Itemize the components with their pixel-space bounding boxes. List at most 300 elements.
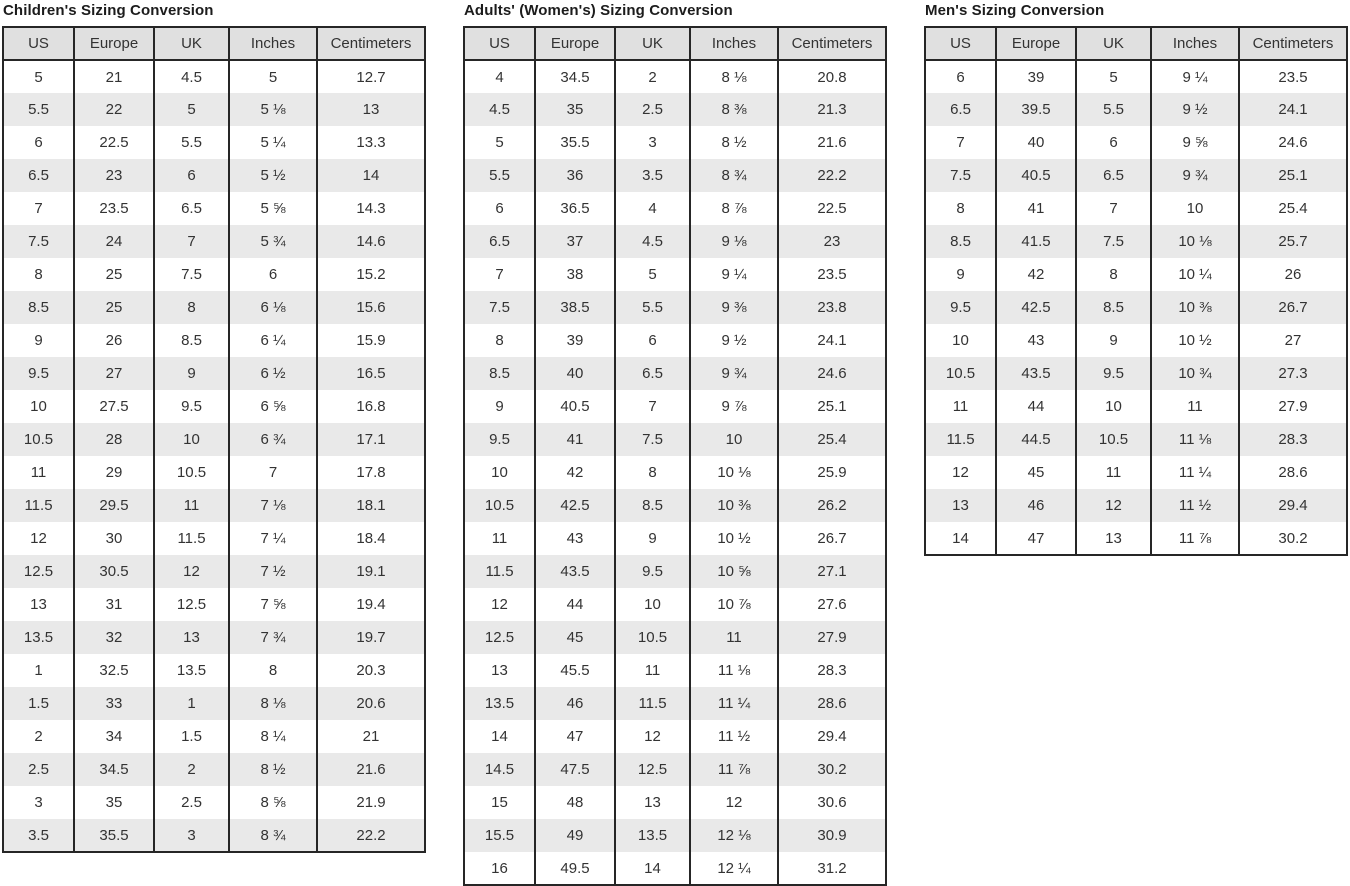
table-cell: 24.1 xyxy=(1239,93,1347,126)
table-cell: 11 ½ xyxy=(1151,489,1239,522)
table-cell: 7 xyxy=(615,390,690,423)
children-table-title: Children's Sizing Conversion xyxy=(3,2,214,19)
table-row xyxy=(925,93,1347,126)
table-cell: 11.5 xyxy=(154,522,229,555)
table-cell: 45.5 xyxy=(535,654,615,687)
table-cell: 5 xyxy=(615,258,690,291)
table-cell: 6 ¾ xyxy=(229,423,317,456)
table-cell: 16.8 xyxy=(317,390,425,423)
table-cell: 16.5 xyxy=(317,357,425,390)
table-cell: 42 xyxy=(535,456,615,489)
table-cell: 34 xyxy=(74,720,154,753)
table-cell: 47.5 xyxy=(535,753,615,786)
table-cell: 6 xyxy=(956,68,965,86)
table-row xyxy=(3,786,425,819)
table-cell: 7 ¼ xyxy=(229,522,317,555)
table-cell: 44 xyxy=(535,588,615,621)
table-cell: 6 xyxy=(229,258,317,291)
table-cell: 17.1 xyxy=(317,423,425,456)
table-cell: 2.5 xyxy=(615,93,690,126)
column-header: Europe xyxy=(74,27,154,60)
table-cell: 10 xyxy=(952,332,969,349)
table-row xyxy=(925,489,1347,522)
table-cell: 10.5 xyxy=(154,456,229,489)
table-row xyxy=(464,126,886,159)
table-cell: 10 ½ xyxy=(1151,324,1239,357)
table-cell: 8 ½ xyxy=(690,126,778,159)
table-cell: 43.5 xyxy=(535,555,615,588)
table-cell: 6 xyxy=(615,324,690,357)
table-cell: 44 xyxy=(996,390,1076,423)
womens-sizing-section xyxy=(463,2,887,886)
table-cell: 10 xyxy=(615,588,690,621)
table-row xyxy=(3,390,425,423)
table-cell: 13 xyxy=(491,662,508,679)
table-cell: 23.5 xyxy=(778,258,886,291)
table-cell: 5 ¼ xyxy=(229,126,317,159)
table-row xyxy=(3,258,425,291)
table-cell: 10 xyxy=(491,464,508,481)
table-row xyxy=(925,324,1347,357)
table-cell: 9 xyxy=(154,357,229,390)
table-cell: 40 xyxy=(996,126,1076,159)
table-cell: 13.5 xyxy=(464,687,535,720)
table-cell: 13.5 xyxy=(615,819,690,852)
column-header: Centimeters xyxy=(317,27,425,60)
table-row xyxy=(925,192,1347,225)
table-cell: 8.5 xyxy=(1076,291,1151,324)
table-cell: 7 xyxy=(495,266,504,283)
table-cell: 7.5 xyxy=(3,225,74,258)
column-header: Inches xyxy=(229,27,317,60)
table-cell: 37 xyxy=(535,225,615,258)
table-cell: 11 ⅛ xyxy=(690,654,778,687)
table-cell: 27.1 xyxy=(778,555,886,588)
table-cell: 8 ⅞ xyxy=(690,192,778,225)
table-cell: 7 ¾ xyxy=(229,621,317,654)
column-header: US xyxy=(464,27,535,60)
table-cell: 11 xyxy=(154,489,229,522)
table-cell: 14 xyxy=(317,159,425,192)
table-cell: 8.5 xyxy=(615,489,690,522)
table-cell: 7 xyxy=(154,225,229,258)
table-cell: 25.4 xyxy=(1239,192,1347,225)
table-cell: 8 xyxy=(495,332,504,349)
table-cell: 14.3 xyxy=(317,192,425,225)
table-cell: 2 xyxy=(615,60,690,93)
table-cell: 46 xyxy=(996,489,1076,522)
table-cell: 10 ¾ xyxy=(1151,357,1239,390)
table-row xyxy=(3,687,425,720)
table-cell: 12 xyxy=(952,464,969,481)
table-row xyxy=(464,291,886,324)
table-cell: 1 xyxy=(34,662,43,679)
table-cell: 5 xyxy=(229,60,317,93)
table-cell: 15.6 xyxy=(317,291,425,324)
column-header: Centimeters xyxy=(1239,27,1347,60)
table-cell: 6 xyxy=(154,159,229,192)
table-row xyxy=(464,60,886,93)
header-row xyxy=(925,27,1347,60)
table-cell: 9 xyxy=(615,522,690,555)
table-cell: 32.5 xyxy=(74,654,154,687)
table-cell: 8 ⅝ xyxy=(229,786,317,819)
table-cell: 14 xyxy=(952,529,969,547)
table-row xyxy=(925,291,1347,324)
table-cell: 5 ⅛ xyxy=(229,93,317,126)
table-cell: 27 xyxy=(74,357,154,390)
table-row xyxy=(3,291,425,324)
table-cell: 14.6 xyxy=(317,225,425,258)
table-row xyxy=(464,390,886,423)
table-cell: 29.5 xyxy=(74,489,154,522)
table-cell: 22.5 xyxy=(778,192,886,225)
table-cell: 31.2 xyxy=(778,852,886,885)
table-cell: 6.5 xyxy=(925,93,996,126)
table-cell: 4.5 xyxy=(615,225,690,258)
table-cell: 28 xyxy=(74,423,154,456)
table-cell: 6 ⅛ xyxy=(229,291,317,324)
column-header: Inches xyxy=(1151,27,1239,60)
table-row xyxy=(925,390,1347,423)
table-cell: 46 xyxy=(535,687,615,720)
table-cell: 35 xyxy=(535,93,615,126)
table-cell: 12 xyxy=(491,596,508,613)
table-cell: 15.2 xyxy=(317,258,425,291)
table-cell: 6 ½ xyxy=(229,357,317,390)
table-cell: 14.5 xyxy=(464,753,535,786)
table-cell: 9.5 xyxy=(464,423,535,456)
table-cell: 23.5 xyxy=(74,192,154,225)
table-cell: 32 xyxy=(74,621,154,654)
column-header: UK xyxy=(154,27,229,60)
table-row xyxy=(3,192,425,225)
table-cell: 42.5 xyxy=(996,291,1076,324)
table-row xyxy=(3,753,425,786)
table-cell: 13.5 xyxy=(154,654,229,687)
table-cell: 10.5 xyxy=(3,423,74,456)
table-cell: 41 xyxy=(535,423,615,456)
table-cell: 10 ⅛ xyxy=(1151,225,1239,258)
table-cell: 9 xyxy=(956,266,965,283)
table-cell: 9 ⅛ xyxy=(690,225,778,258)
table-cell: 11 xyxy=(952,398,969,415)
table-cell: 23.5 xyxy=(1239,60,1347,93)
table-cell: 6 xyxy=(34,134,43,151)
table-cell: 25.4 xyxy=(778,423,886,456)
table-cell: 30.2 xyxy=(1239,522,1347,555)
table-cell: 43 xyxy=(996,324,1076,357)
table-cell: 5 xyxy=(154,93,229,126)
table-cell: 19.1 xyxy=(317,555,425,588)
table-row xyxy=(464,225,886,258)
table-cell: 41 xyxy=(996,192,1076,225)
table-cell: 11.5 xyxy=(464,555,535,588)
column-header: Europe xyxy=(996,27,1076,60)
table-row xyxy=(464,159,886,192)
table-cell: 2 xyxy=(34,728,43,745)
table-row xyxy=(925,522,1347,555)
table-cell: 5 ¾ xyxy=(229,225,317,258)
table-cell: 7 xyxy=(229,456,317,489)
womens-sizing-table xyxy=(463,26,887,886)
table-cell: 10 ⅞ xyxy=(690,588,778,621)
table-cell: 5 xyxy=(495,134,504,151)
table-cell: 13.3 xyxy=(317,126,425,159)
table-cell: 24.6 xyxy=(778,357,886,390)
table-cell: 9 ¼ xyxy=(690,258,778,291)
table-cell: 20.3 xyxy=(317,654,425,687)
table-cell: 15.5 xyxy=(464,819,535,852)
table-row xyxy=(464,522,886,555)
table-cell: 40 xyxy=(535,357,615,390)
table-cell: 10 xyxy=(1151,192,1239,225)
table-cell: 21.3 xyxy=(778,93,886,126)
table-cell: 10.5 xyxy=(615,621,690,654)
table-row xyxy=(464,753,886,786)
table-cell: 10 xyxy=(690,423,778,456)
table-cell: 6.5 xyxy=(154,192,229,225)
table-cell: 12 xyxy=(615,720,690,753)
table-cell: 10 xyxy=(1076,390,1151,423)
table-cell: 8 xyxy=(1076,258,1151,291)
table-cell: 25 xyxy=(74,291,154,324)
table-row xyxy=(464,786,886,819)
table-cell: 22.2 xyxy=(317,819,425,852)
table-cell: 14 xyxy=(491,728,508,745)
table-cell: 8.5 xyxy=(925,225,996,258)
table-row xyxy=(925,159,1347,192)
table-cell: 15.9 xyxy=(317,324,425,357)
table-cell: 11 xyxy=(491,530,508,547)
table-cell: 11 ⅞ xyxy=(1151,522,1239,555)
table-cell: 1 xyxy=(154,687,229,720)
table-cell: 27.6 xyxy=(778,588,886,621)
table-cell: 12 xyxy=(690,786,778,819)
table-cell: 11 xyxy=(690,621,778,654)
table-row xyxy=(925,423,1347,456)
table-cell: 8 xyxy=(34,266,43,283)
table-cell: 26 xyxy=(1239,258,1347,291)
table-cell: 27 xyxy=(1239,324,1347,357)
table-cell: 8 ¾ xyxy=(229,819,317,852)
table-cell: 38.5 xyxy=(535,291,615,324)
table-cell: 12 xyxy=(1076,489,1151,522)
table-cell: 7 ⅛ xyxy=(229,489,317,522)
table-cell: 1.5 xyxy=(154,720,229,753)
table-cell: 27.9 xyxy=(778,621,886,654)
table-cell: 3 xyxy=(154,819,229,852)
table-cell: 28.6 xyxy=(1239,456,1347,489)
table-cell: 11 xyxy=(615,654,690,687)
table-cell: 9.5 xyxy=(615,555,690,588)
table-cell: 11 ¼ xyxy=(1151,456,1239,489)
table-row xyxy=(464,720,886,753)
table-cell: 13 xyxy=(317,93,425,126)
table-row xyxy=(3,93,425,126)
table-cell: 2.5 xyxy=(154,786,229,819)
table-cell: 35 xyxy=(74,786,154,819)
table-cell: 9 xyxy=(495,398,504,415)
table-cell: 5 xyxy=(1076,60,1151,93)
table-cell: 21.6 xyxy=(317,753,425,786)
table-cell: 36 xyxy=(535,159,615,192)
table-cell: 22 xyxy=(74,93,154,126)
table-cell: 9 ½ xyxy=(1151,93,1239,126)
table-cell: 25.9 xyxy=(778,456,886,489)
table-row xyxy=(3,654,425,687)
table-cell: 3.5 xyxy=(615,159,690,192)
table-cell: 12 xyxy=(154,555,229,588)
table-cell: 34.5 xyxy=(74,753,154,786)
table-cell: 12 xyxy=(30,530,47,547)
table-row xyxy=(3,225,425,258)
table-cell: 8.5 xyxy=(464,357,535,390)
table-cell: 38 xyxy=(535,258,615,291)
table-cell: 2 xyxy=(154,753,229,786)
table-cell: 7 xyxy=(956,134,965,151)
table-cell: 10.5 xyxy=(925,357,996,390)
table-cell: 20.6 xyxy=(317,687,425,720)
table-cell: 20.8 xyxy=(778,60,886,93)
table-cell: 13 xyxy=(154,621,229,654)
table-cell: 27.5 xyxy=(74,390,154,423)
table-cell: 9 ⅝ xyxy=(1151,126,1239,159)
children-sizing-table xyxy=(2,26,426,853)
table-cell: 5 xyxy=(34,68,43,86)
table-cell: 23 xyxy=(74,159,154,192)
table-cell: 9.5 xyxy=(1076,357,1151,390)
column-header: Europe xyxy=(535,27,615,60)
table-cell: 5 ⅝ xyxy=(229,192,317,225)
table-row xyxy=(464,621,886,654)
header-row xyxy=(3,27,425,60)
table-cell: 11.5 xyxy=(925,423,996,456)
table-cell: 9.5 xyxy=(925,291,996,324)
table-cell: 8.5 xyxy=(154,324,229,357)
table-row xyxy=(464,258,886,291)
table-cell: 9 ½ xyxy=(690,324,778,357)
table-row xyxy=(464,819,886,852)
table-cell: 13 xyxy=(925,489,996,522)
table-cell: 24.1 xyxy=(778,324,886,357)
table-cell: 4 xyxy=(495,68,504,86)
table-row xyxy=(464,852,886,885)
table-cell: 21.6 xyxy=(778,126,886,159)
table-cell: 7.5 xyxy=(154,258,229,291)
table-row xyxy=(925,126,1347,159)
table-cell: 22.5 xyxy=(74,126,154,159)
table-cell: 41.5 xyxy=(996,225,1076,258)
womens-table-title: Adults' (Women's) Sizing Conversion xyxy=(464,2,733,19)
table-cell: 9 ⅞ xyxy=(690,390,778,423)
table-cell: 10 ¼ xyxy=(1151,258,1239,291)
table-cell: 11 ⅛ xyxy=(1151,423,1239,456)
table-cell: 11 ⅞ xyxy=(690,753,778,786)
table-cell: 30.5 xyxy=(74,555,154,588)
table-cell: 9 ¼ xyxy=(1151,60,1239,93)
table-cell: 6 xyxy=(495,200,504,217)
table-cell: 21 xyxy=(317,720,425,753)
table-cell: 4.5 xyxy=(154,60,229,93)
table-cell: 13 xyxy=(615,786,690,819)
table-cell: 2.5 xyxy=(3,753,74,786)
table-cell: 44.5 xyxy=(996,423,1076,456)
table-cell: 49.5 xyxy=(535,852,615,885)
table-cell: 8 ½ xyxy=(229,753,317,786)
table-cell: 24.6 xyxy=(1239,126,1347,159)
table-cell: 9.5 xyxy=(154,390,229,423)
table-cell: 8 ¼ xyxy=(229,720,317,753)
table-cell: 8.5 xyxy=(3,291,74,324)
table-cell: 8 ⅛ xyxy=(690,60,778,93)
table-row xyxy=(464,687,886,720)
table-cell: 49 xyxy=(535,819,615,852)
children-sizing-section xyxy=(2,2,426,853)
table-cell: 8 ⅜ xyxy=(690,93,778,126)
table-cell: 9 xyxy=(34,332,43,349)
table-cell: 8 ⅛ xyxy=(229,687,317,720)
table-cell: 40.5 xyxy=(996,159,1076,192)
mens-sizing-section xyxy=(924,2,1348,556)
table-cell: 30.9 xyxy=(778,819,886,852)
table-cell: 9.5 xyxy=(3,357,74,390)
table-cell: 5.5 xyxy=(615,291,690,324)
table-cell: 26.2 xyxy=(778,489,886,522)
table-cell: 34.5 xyxy=(535,60,615,93)
table-cell: 39 xyxy=(996,60,1076,93)
table-cell: 27.3 xyxy=(1239,357,1347,390)
table-row xyxy=(464,93,886,126)
table-cell: 11 xyxy=(1151,390,1239,423)
column-header: US xyxy=(3,27,74,60)
table-cell: 25.1 xyxy=(1239,159,1347,192)
table-cell: 6.5 xyxy=(615,357,690,390)
header-row xyxy=(464,27,886,60)
table-row xyxy=(925,60,1347,93)
table-cell: 6 ⅝ xyxy=(229,390,317,423)
table-cell: 11.5 xyxy=(3,489,74,522)
table-row xyxy=(464,456,886,489)
table-row xyxy=(3,324,425,357)
table-cell: 30.6 xyxy=(778,786,886,819)
table-cell: 7 xyxy=(34,200,43,217)
table-cell: 23 xyxy=(778,225,886,258)
table-cell: 19.4 xyxy=(317,588,425,621)
table-cell: 12.5 xyxy=(3,555,74,588)
table-cell: 7.5 xyxy=(615,423,690,456)
table-cell: 8 ¾ xyxy=(690,159,778,192)
table-row xyxy=(464,324,886,357)
table-cell: 33 xyxy=(74,687,154,720)
table-cell: 19.7 xyxy=(317,621,425,654)
table-cell: 10 xyxy=(30,398,47,415)
table-cell: 25.1 xyxy=(778,390,886,423)
table-cell: 21 xyxy=(74,60,154,93)
table-cell: 28.6 xyxy=(778,687,886,720)
column-header: Inches xyxy=(690,27,778,60)
table-cell: 10 ⅛ xyxy=(690,456,778,489)
table-row xyxy=(3,819,425,852)
table-row xyxy=(3,159,425,192)
table-row xyxy=(925,357,1347,390)
table-cell: 29.4 xyxy=(1239,489,1347,522)
table-cell: 5.5 xyxy=(154,126,229,159)
table-cell: 18.1 xyxy=(317,489,425,522)
table-cell: 23.8 xyxy=(778,291,886,324)
table-cell: 6.5 xyxy=(464,225,535,258)
table-row xyxy=(3,60,425,93)
